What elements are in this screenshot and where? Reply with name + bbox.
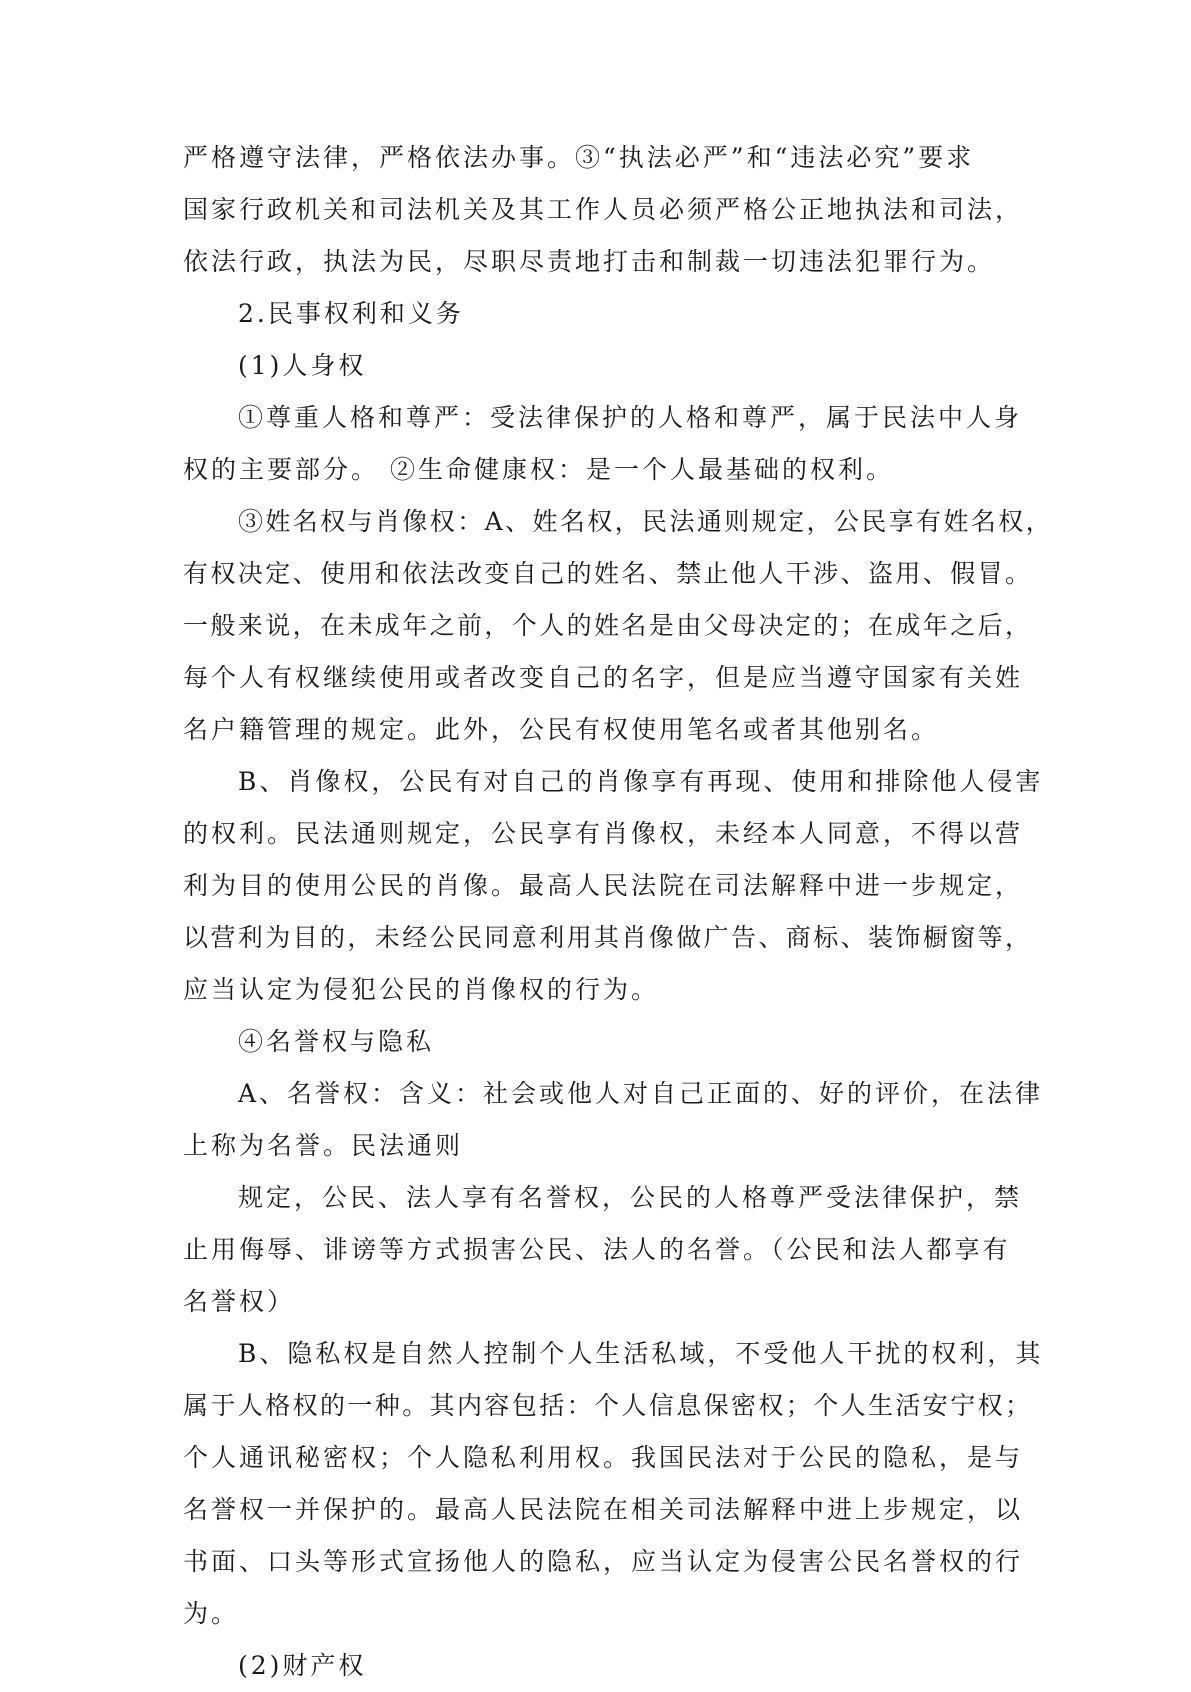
- subsection-heading: (2)财产权: [238, 1651, 367, 1680]
- text-line: 名誉权）: [183, 1287, 296, 1316]
- text-line: 的权利。民法通则规定，公民享有肖像权，未经本人同意，不得以营: [183, 819, 1024, 848]
- paragraph-line: A、名誉权：含义：社会或他人对自己正面的、好的评价，在法律: [238, 1079, 1044, 1108]
- text-line: 应当认定为侵犯公民的肖像权的行为。: [183, 975, 660, 1004]
- text-line: 每个人有权继续使用或者改变自己的名字，但是应当遵守国家有关姓: [183, 663, 1024, 692]
- text-line: 上称为名誉。民法通则: [183, 1131, 464, 1160]
- text-line: 止用侮辱、诽谤等方式损害公民、法人的名誉。（公民和法人都享有: [183, 1235, 1011, 1264]
- text-line: 利为目的使用公民的肖像。最高人民法院在司法解释中进一步规定，: [183, 871, 1024, 900]
- text-line: 权的主要部分。 ②生命健康权：是一个人最基础的权利。: [183, 455, 894, 484]
- text-line: 属于人格权的一种。其内容包括：个人信息保密权；个人生活安宁权；: [183, 1391, 1033, 1420]
- paragraph-line: B、隐私权是自然人控制个人生活私域，不受他人干扰的权利，其: [238, 1339, 1044, 1368]
- text-line: 以营利为目的，未经公民同意利用其肖像做广告、商标、装饰橱窗等，: [183, 923, 1033, 952]
- document-body: [183, 132, 1054, 1692]
- paragraph-line: 规定，公民、法人享有名誉权，公民的人格尊严受法律保护，禁: [238, 1183, 1023, 1212]
- text-line: 个人通讯秘密权；个人隐私利用权。我国民法对于公民的隐私，是与: [183, 1443, 1024, 1472]
- subsection-heading: ④名誉权与隐私: [238, 1027, 435, 1056]
- text-line: 书面、口头等形式宣扬他人的隐私，应当认定为侵害公民名誉权的行: [183, 1547, 1024, 1576]
- text-line: 依法行政，执法为民，尽职尽责地打击和制裁一切违法犯罪行为。: [183, 247, 996, 276]
- text-line: 国家行政机关和司法机关及其工作人员必须严格公正地执法和司法，: [183, 195, 1024, 224]
- paragraph-line: B、肖像权，公民有对自己的肖像享有再现、使用和排除他人侵害: [238, 767, 1044, 796]
- section-heading: 2.民事权利和义务: [238, 299, 464, 328]
- paragraph-line: ①尊重人格和尊严：受法律保护的人格和尊严，属于民法中人身: [238, 403, 1023, 432]
- text-line: 名誉权一并保护的。最高人民法院在相关司法解释中进上步规定，以: [183, 1495, 1024, 1524]
- text-line: 严格遵守法律，严格依法办事。③“执法必严”和“违法必究”要求: [183, 143, 975, 172]
- subsection-heading: (1)人身权: [238, 351, 367, 380]
- text-line: 有权决定、使用和依法改变自己的姓名、禁止他人干涉、盗用、假冒。: [183, 559, 1033, 588]
- text-line: 为。: [183, 1599, 240, 1628]
- paragraph-line: ③姓名权与肖像权：A、姓名权，民法通则规定，公民享有姓名权，: [238, 507, 1054, 536]
- text-line: 名户籍管理的规定。此外，公民有权使用笔名或者其他别名。: [183, 715, 940, 744]
- text-line: 一般来说，在未成年之前，个人的姓名是由父母决定的；在成年之后，: [183, 611, 1033, 640]
